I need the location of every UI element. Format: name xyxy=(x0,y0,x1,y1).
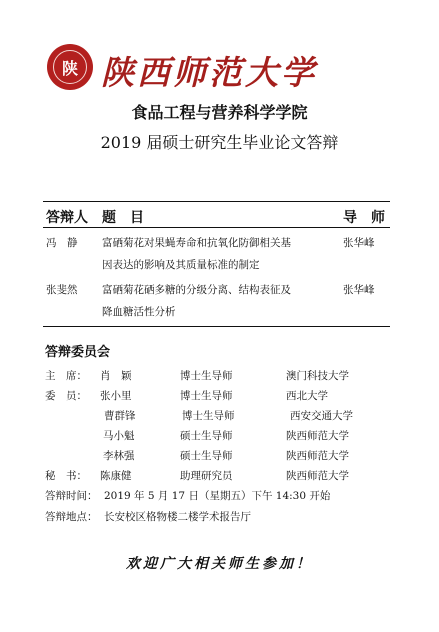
header-respondent: 答辩人 xyxy=(46,210,88,226)
defense-time-label: 答辩时间： xyxy=(45,490,98,502)
defense-time-value: 2019 年 5 月 17 日（星期五）下午 14:30 开始 xyxy=(104,490,331,502)
university-seal-logo xyxy=(47,44,93,90)
member-unit: 西安交通大学 xyxy=(290,410,353,422)
member-unit: 陕西师范大学 xyxy=(286,450,349,462)
header-supervisor: 导 师 xyxy=(343,210,385,226)
supervisor-name: 张华峰 xyxy=(343,237,375,249)
member-title: 博士生导师 xyxy=(182,410,235,422)
member-role: 主 席： xyxy=(45,370,87,382)
member-unit: 陕西师范大学 xyxy=(286,430,349,442)
member-title: 博士生导师 xyxy=(180,370,233,382)
table-top-rule xyxy=(43,201,390,202)
respondent-name: 张斐然 xyxy=(46,284,78,296)
thesis-title-line: 因表达的影响及其质量标准的制定 xyxy=(102,259,260,271)
member-name: 李林强 xyxy=(103,450,135,462)
seal-text: 陕 xyxy=(53,50,87,84)
member-unit: 澳门科技大学 xyxy=(286,370,349,382)
respondent-name: 冯 静 xyxy=(46,237,78,249)
member-unit: 陕西师范大学 xyxy=(286,470,349,482)
member-title: 硕士生导师 xyxy=(180,450,233,462)
thesis-title-line: 富硒菊花硒多糖的分级分离、结构表征及 xyxy=(102,284,291,296)
committee-heading: 答辩委员会 xyxy=(45,345,111,360)
supervisor-name: 张华峰 xyxy=(343,284,375,296)
member-role: 委 员： xyxy=(45,390,87,402)
header-title: 题 目 xyxy=(102,210,144,226)
member-role: 秘 书： xyxy=(45,470,87,482)
member-name: 曹群锋 xyxy=(104,410,136,422)
defense-place-value: 长安校区格物楼二楼学术报告厅 xyxy=(104,511,251,523)
welcome-message: 欢迎广大相关师生参加！ xyxy=(126,556,313,572)
member-title: 助理研究员 xyxy=(180,470,233,482)
defense-place-label: 答辩地点： xyxy=(45,511,98,523)
member-name: 肖 颖 xyxy=(100,370,132,382)
member-unit: 西北大学 xyxy=(286,390,328,402)
thesis-title-line: 富硒菊花对果蝇寿命和抗氧化防御相关基 xyxy=(102,237,291,249)
member-name: 张小里 xyxy=(100,390,132,402)
member-title: 硕士生导师 xyxy=(180,430,233,442)
thesis-title-line: 降血糖活性分析 xyxy=(102,306,176,318)
event-title: 2019 届硕士研究生毕业论文答辩 xyxy=(100,133,339,152)
member-title: 博士生导师 xyxy=(180,390,233,402)
university-name: 陕西师范大学 xyxy=(101,53,317,92)
table-header-rule xyxy=(43,227,390,228)
member-name: 陈康健 xyxy=(100,470,132,482)
college-name: 食品工程与营养科学学院 xyxy=(131,103,308,122)
table-bottom-rule xyxy=(43,326,390,327)
member-name: 马小魁 xyxy=(103,430,135,442)
